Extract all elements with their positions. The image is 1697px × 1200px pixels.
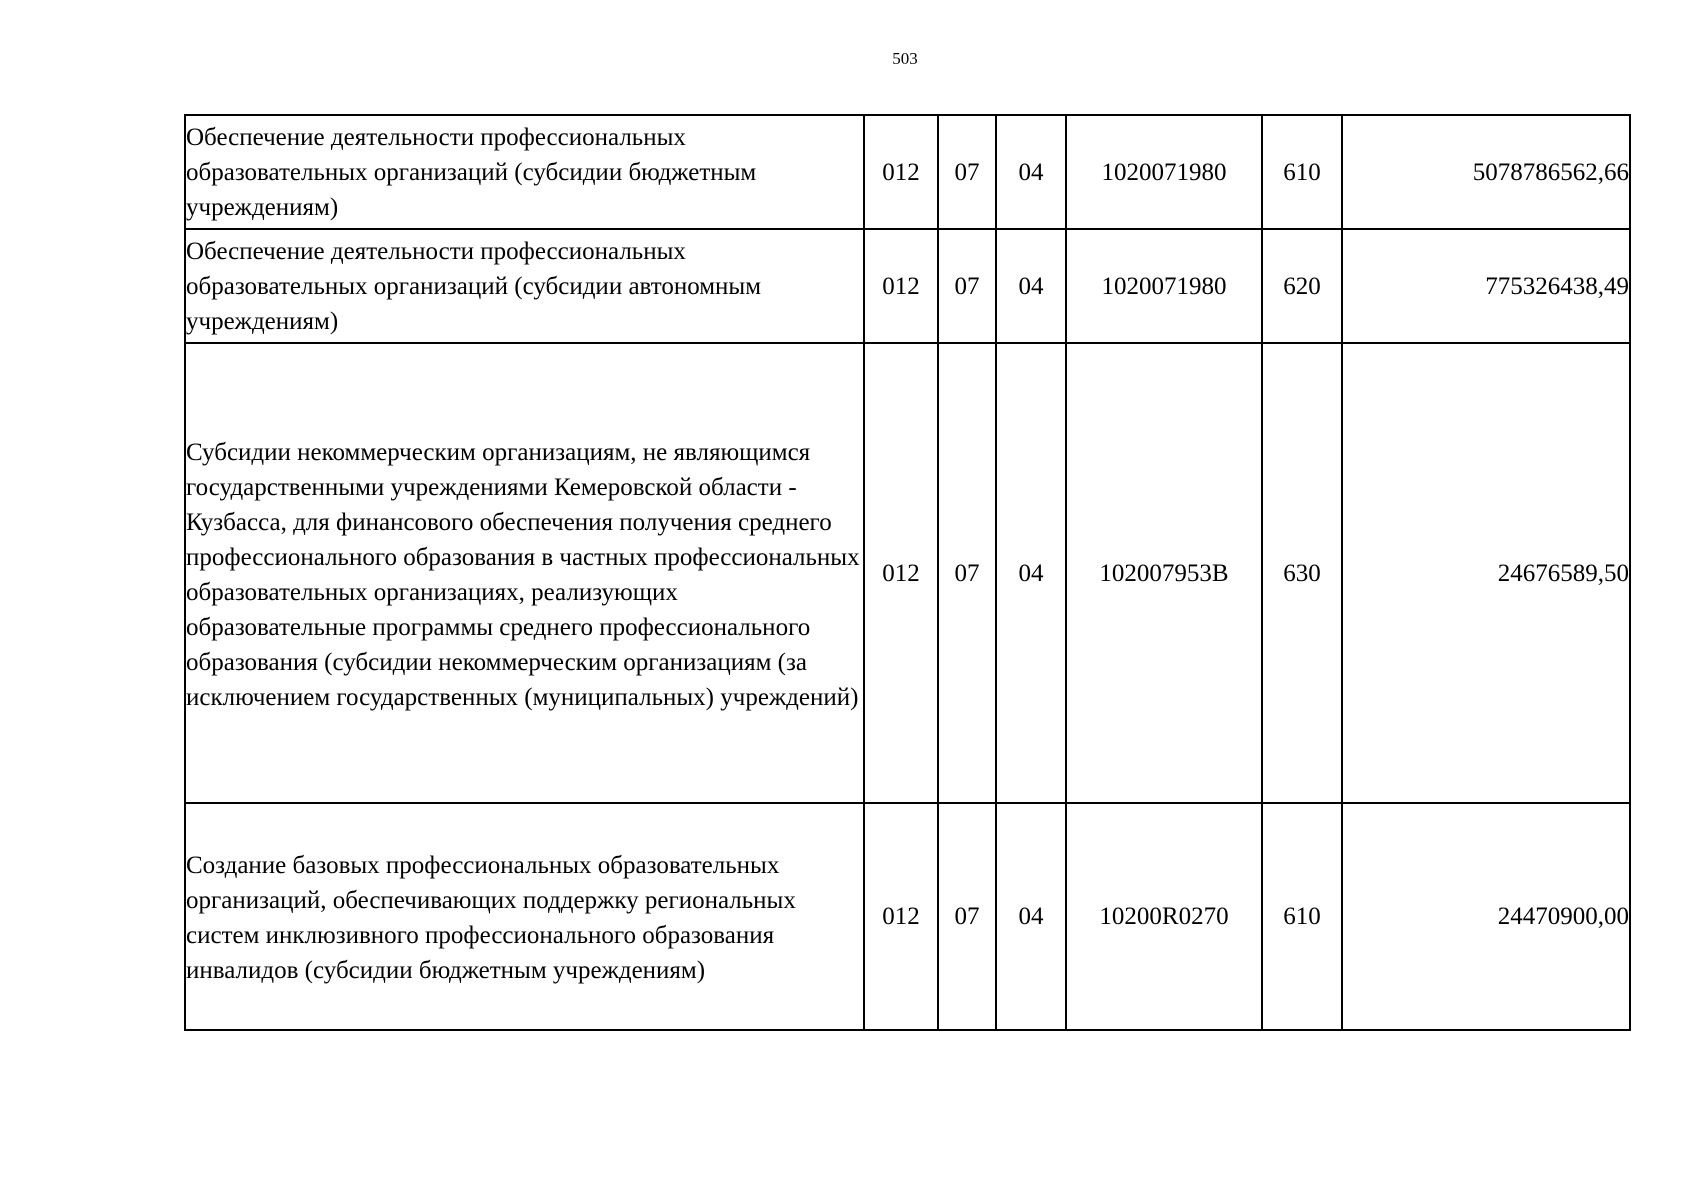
subsection-code-cell: 04 [996,803,1066,1030]
table-row [185,115,1630,229]
table-row [185,343,1630,803]
expense-type-cell: 610 [1262,115,1342,229]
section-code-cell: 07 [938,115,996,229]
expense-type-cell: 610 [1262,803,1342,1030]
target-article-cell: 1020071980 [1066,229,1262,343]
expense-name-cell: Субсидии некоммерческим организациям, не являющимся государственными учреждениями Кемеровской области - Кузбасса, для финансового обеспечения получения среднего профессионального образования в частных профессиональных образовательных организациях, реализующих образовательные программы среднего профессионального образования (субсидии некоммерческим организациям (за исключением государственных (муниципальных) учреждений) [185,343,864,803]
ministry-code-cell: 012 [864,343,938,803]
amount-cell: 24676589,50 [1342,343,1630,803]
target-article-cell: 102007953В [1066,343,1262,803]
ministry-code-cell: 012 [864,803,938,1030]
expense-type-cell: 620 [1262,229,1342,343]
target-article-cell: 10200R0270 [1066,803,1262,1030]
expense-type-cell: 630 [1262,343,1342,803]
expense-name-cell: Обеспечение деятельности профессиональных образовательных организаций (субсидии автономным учреждениям) [185,229,864,343]
section-code-cell: 07 [938,343,996,803]
subsection-code-cell: 04 [996,229,1066,343]
subsection-code-cell: 04 [996,115,1066,229]
target-article-cell: 1020071980 [1066,115,1262,229]
table-row [185,803,1630,1030]
expense-name-cell: Обеспечение деятельности профессиональных образовательных организаций (субсидии бюджетным учреждениям) [185,115,864,229]
amount-cell: 775326438,49 [1342,229,1630,343]
expense-name-cell: Создание базовых профессиональных образовательных организаций, обеспечивающих поддержку региональных систем инклюзивного профессионального образования инвалидов (субсидии бюджетным учреждениям) [185,803,864,1030]
ministry-code-cell: 012 [864,115,938,229]
amount-cell: 5078786562,66 [1342,115,1630,229]
section-code-cell: 07 [938,803,996,1030]
section-code-cell: 07 [938,229,996,343]
ministry-code-cell: 012 [864,229,938,343]
table-row [185,229,1630,343]
subsection-code-cell: 04 [996,343,1066,803]
budget-table [184,114,1631,1031]
page-number: 503 [892,49,918,68]
amount-cell: 24470900,00 [1342,803,1630,1030]
